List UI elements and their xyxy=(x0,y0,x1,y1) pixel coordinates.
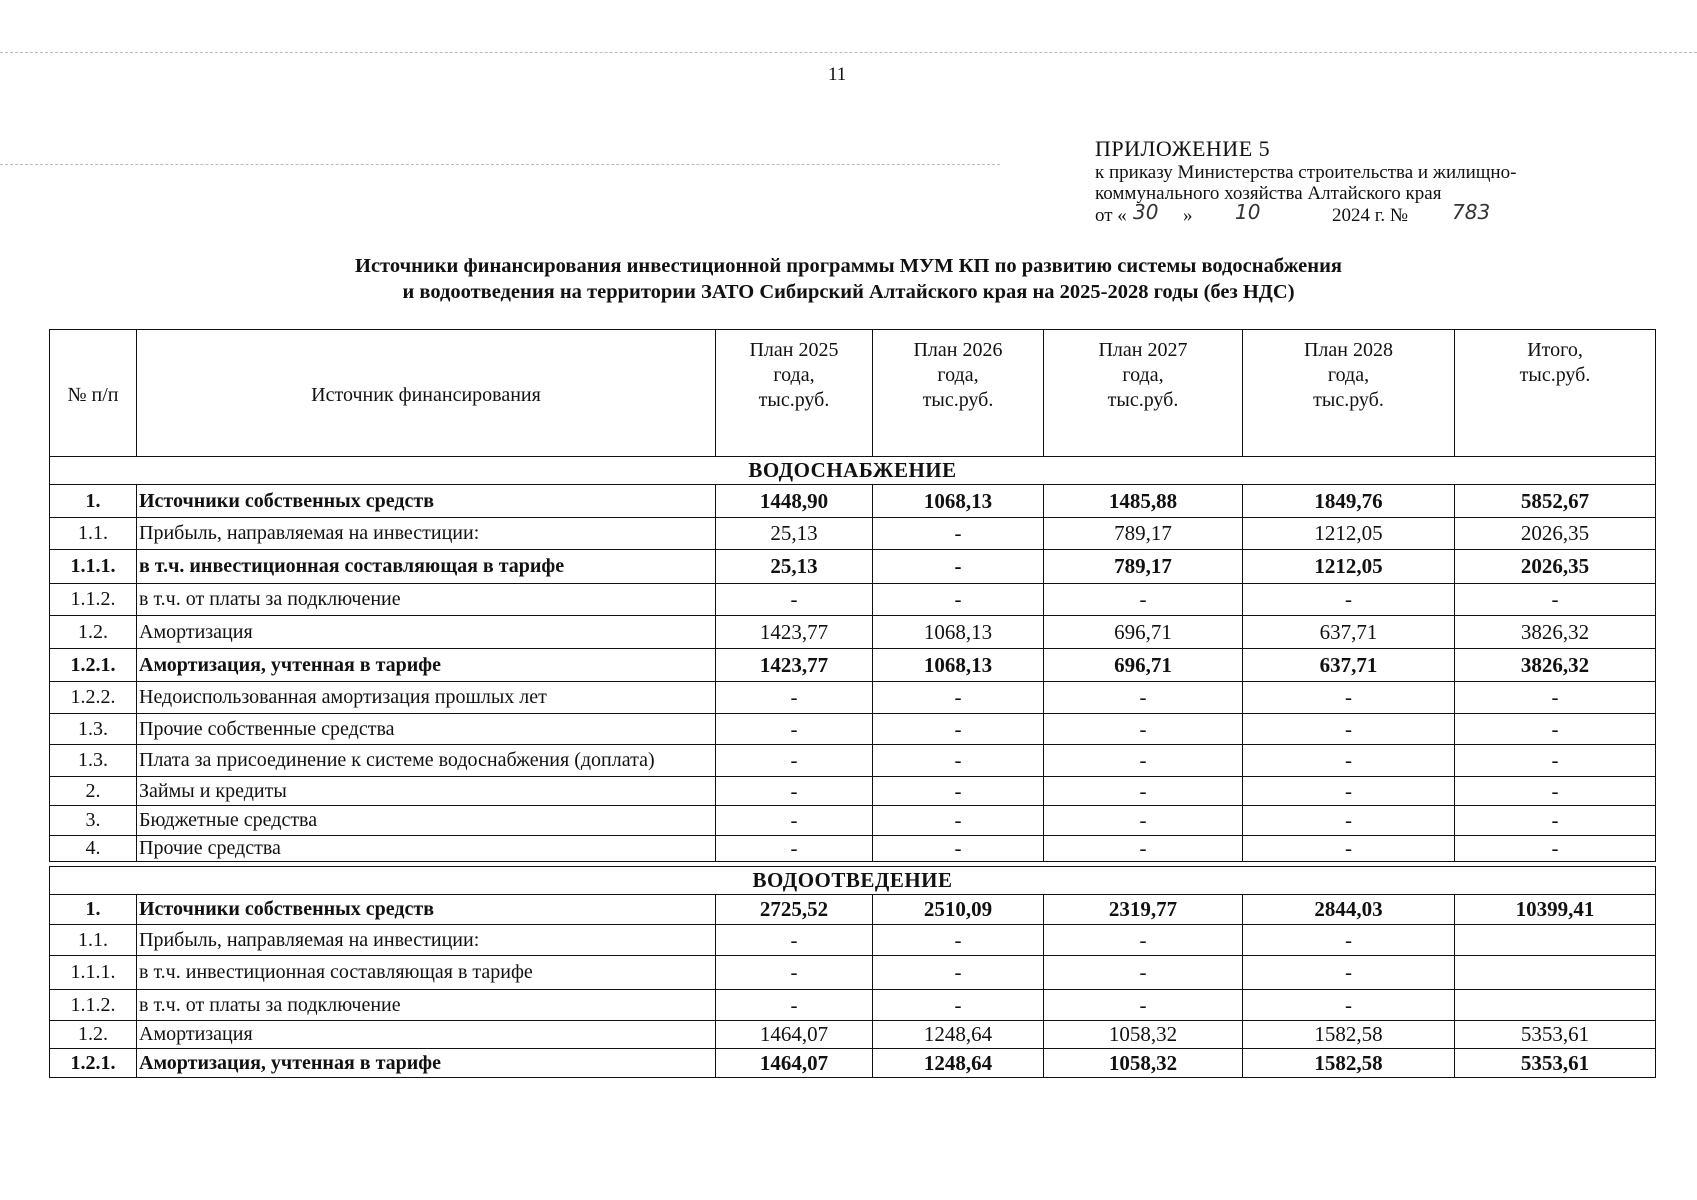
value-2028: 637,71 xyxy=(1243,616,1455,649)
value-2025: - xyxy=(716,777,873,806)
value-total xyxy=(1455,925,1656,956)
value-total: - xyxy=(1455,584,1656,616)
value-2028: - xyxy=(1243,584,1455,616)
row-number: 1.2.1. xyxy=(50,1049,137,1078)
row-source: Прочие средства xyxy=(137,836,716,862)
value-2028: - xyxy=(1243,714,1455,745)
value-2028: 637,71 xyxy=(1243,649,1455,682)
value-2027: - xyxy=(1044,682,1243,714)
value-2028: - xyxy=(1243,777,1455,806)
document-title-line-1: Источники финансирования инвестиционной программы МУМ КП по развитию системы водоснабжения xyxy=(355,255,1342,277)
value-2025: 1423,77 xyxy=(716,616,873,649)
value-2027: - xyxy=(1044,777,1243,806)
value-2028: - xyxy=(1243,925,1455,956)
value-2025: 1448,90 xyxy=(716,485,873,518)
row-number: 1.2.1. xyxy=(50,649,137,682)
value-2025: - xyxy=(716,836,873,862)
table-row xyxy=(50,485,1656,518)
value-2025: - xyxy=(716,745,873,777)
value-total xyxy=(1455,956,1656,990)
section-title: ВОДОСНАБЖЕНИЕ xyxy=(50,457,1656,485)
value-2026: - xyxy=(873,518,1044,550)
header-plan-2026: План 2026 года, тыс.руб. xyxy=(873,330,1044,457)
table-row xyxy=(50,925,1656,956)
value-2027: - xyxy=(1044,956,1243,990)
value-total: 3826,32 xyxy=(1455,649,1656,682)
value-total: - xyxy=(1455,777,1656,806)
value-2027: - xyxy=(1044,836,1243,862)
value-total: - xyxy=(1455,714,1656,745)
header-plan-2025: План 2025 года, тыс.руб. xyxy=(716,330,873,457)
appendix-block xyxy=(1095,136,1655,230)
value-2025: 2725,52 xyxy=(716,895,873,925)
value-2027: 1058,32 xyxy=(1044,1021,1243,1049)
row-source: в т.ч. инвестиционная составляющая в тарифе xyxy=(137,956,716,990)
value-total: 3826,32 xyxy=(1455,616,1656,649)
value-2025: - xyxy=(716,584,873,616)
value-2027: 1485,88 xyxy=(1044,485,1243,518)
value-2026: 1068,13 xyxy=(873,485,1044,518)
table-body xyxy=(50,457,1656,1078)
row-number: 1. xyxy=(50,895,137,925)
value-2027: 1058,32 xyxy=(1044,1049,1243,1078)
value-2027: 2319,77 xyxy=(1044,895,1243,925)
value-2028: - xyxy=(1243,836,1455,862)
row-source: Источники собственных средств xyxy=(137,485,716,518)
table-header-row xyxy=(50,330,1656,457)
row-source: в т.ч. от платы за подключение xyxy=(137,990,716,1021)
value-2025: - xyxy=(716,990,873,1021)
table-row xyxy=(50,1049,1656,1078)
row-number: 1.1.1. xyxy=(50,550,137,584)
table-row xyxy=(50,584,1656,616)
row-source: Займы и кредиты xyxy=(137,777,716,806)
table-row xyxy=(50,895,1656,925)
header-num: № п/п xyxy=(50,330,137,457)
appendix-date-line xyxy=(1095,200,1655,230)
row-source: Недоиспользованная амортизация прошлых лет xyxy=(137,682,716,714)
table-row xyxy=(50,956,1656,990)
value-2025: 25,13 xyxy=(716,518,873,550)
row-source: Прочие собственные средства xyxy=(137,714,716,745)
value-total: - xyxy=(1455,745,1656,777)
row-number: 1.1.2. xyxy=(50,990,137,1021)
section-title-row xyxy=(50,867,1656,895)
handwritten-day: 30 xyxy=(1133,200,1159,224)
section-title-row xyxy=(50,457,1656,485)
table-row xyxy=(50,745,1656,777)
date-year: 2024 г. № xyxy=(1332,205,1409,226)
handwritten-month: 10 xyxy=(1235,200,1261,224)
table-row xyxy=(50,649,1656,682)
value-2027: 789,17 xyxy=(1044,550,1243,584)
financing-table xyxy=(49,329,1656,1078)
value-2026: 2510,09 xyxy=(873,895,1044,925)
table-row xyxy=(50,836,1656,862)
value-2028: 1582,58 xyxy=(1243,1021,1455,1049)
table-row xyxy=(50,616,1656,649)
row-number: 1.3. xyxy=(50,714,137,745)
row-number: 1.1.2. xyxy=(50,584,137,616)
row-number: 1.2. xyxy=(50,616,137,649)
value-2028: - xyxy=(1243,682,1455,714)
page-number: 11 xyxy=(828,64,847,85)
value-2028: - xyxy=(1243,806,1455,836)
handwritten-order-number: 783 xyxy=(1452,200,1491,224)
value-2028: 1212,05 xyxy=(1243,518,1455,550)
value-total: - xyxy=(1455,682,1656,714)
header-plan-2027: План 2027 года, тыс.руб. xyxy=(1044,330,1243,457)
value-2026: - xyxy=(873,806,1044,836)
appendix-title: ПРИЛОЖЕНИЕ 5 xyxy=(1095,136,1271,161)
value-2026: - xyxy=(873,956,1044,990)
table-row xyxy=(50,714,1656,745)
table-row xyxy=(50,990,1656,1021)
value-2027: - xyxy=(1044,806,1243,836)
row-source: Плата за присоединение к системе водоснабжения (доплата) xyxy=(137,745,716,777)
value-2026: - xyxy=(873,745,1044,777)
row-source: в т.ч. инвестиционная составляющая в тарифе xyxy=(137,550,716,584)
value-2028: - xyxy=(1243,956,1455,990)
row-number: 4. xyxy=(50,836,137,862)
value-total: 5353,61 xyxy=(1455,1049,1656,1078)
row-source: Амортизация, учтенная в тарифе xyxy=(137,1049,716,1078)
section-title: ВОДООТВЕДЕНИЕ xyxy=(50,867,1656,895)
value-2026: - xyxy=(873,550,1044,584)
value-2027: - xyxy=(1044,990,1243,1021)
value-2026: 1068,13 xyxy=(873,649,1044,682)
value-2025: - xyxy=(716,714,873,745)
header-total: Итого, тыс.руб. xyxy=(1455,330,1656,457)
row-source: Прибыль, направляемая на инвестиции: xyxy=(137,925,716,956)
row-number: 2. xyxy=(50,777,137,806)
header-source: Источник финансирования xyxy=(137,330,716,457)
row-number: 1.2. xyxy=(50,1021,137,1049)
value-2027: 696,71 xyxy=(1044,649,1243,682)
table-row xyxy=(50,682,1656,714)
value-2028: 1582,58 xyxy=(1243,1049,1455,1078)
value-2026: - xyxy=(873,682,1044,714)
value-2027: 696,71 xyxy=(1044,616,1243,649)
value-total: - xyxy=(1455,806,1656,836)
row-number: 1.1.1. xyxy=(50,956,137,990)
value-2026: - xyxy=(873,925,1044,956)
row-source: Амортизация xyxy=(137,1021,716,1049)
value-2028: 1849,76 xyxy=(1243,485,1455,518)
scan-artifact-line xyxy=(0,52,1697,53)
value-2028: - xyxy=(1243,745,1455,777)
table-row xyxy=(50,1021,1656,1049)
row-number: 1.1. xyxy=(50,925,137,956)
value-2026: - xyxy=(873,777,1044,806)
appendix-order-line-1: к приказу Министерства строительства и жилищно- xyxy=(1095,162,1517,183)
value-total: - xyxy=(1455,836,1656,862)
value-2025: 1464,07 xyxy=(716,1049,873,1078)
value-2028: 1212,05 xyxy=(1243,550,1455,584)
table-row xyxy=(50,777,1656,806)
value-total xyxy=(1455,990,1656,1021)
value-total: 5852,67 xyxy=(1455,485,1656,518)
table-row xyxy=(50,550,1656,584)
value-2027: - xyxy=(1044,745,1243,777)
row-number: 1.1. xyxy=(50,518,137,550)
value-total: 2026,35 xyxy=(1455,550,1656,584)
row-number: 1.3. xyxy=(50,745,137,777)
row-source: Источники собственных средств xyxy=(137,895,716,925)
value-2027: - xyxy=(1044,925,1243,956)
row-source: Амортизация, учтенная в тарифе xyxy=(137,649,716,682)
value-total: 5353,61 xyxy=(1455,1021,1656,1049)
value-2027: - xyxy=(1044,714,1243,745)
table-row xyxy=(50,518,1656,550)
row-number: 1. xyxy=(50,485,137,518)
table-row xyxy=(50,806,1656,836)
value-2025: - xyxy=(716,956,873,990)
value-2026: - xyxy=(873,584,1044,616)
document-title-line-2: и водоотведения на территории ЗАТО Сибирский Алтайского края на 2025-2028 годы (без НДС) xyxy=(402,281,1295,303)
value-total: 10399,41 xyxy=(1455,895,1656,925)
value-2027: - xyxy=(1044,584,1243,616)
value-2025: 1423,77 xyxy=(716,649,873,682)
value-2026: - xyxy=(873,714,1044,745)
value-2027: 789,17 xyxy=(1044,518,1243,550)
value-total: 2026,35 xyxy=(1455,518,1656,550)
value-2028: 2844,03 xyxy=(1243,895,1455,925)
row-number: 1.2.2. xyxy=(50,682,137,714)
value-2025: - xyxy=(716,806,873,836)
row-number: 3. xyxy=(50,806,137,836)
value-2025: - xyxy=(716,925,873,956)
value-2026: - xyxy=(873,836,1044,862)
row-source: в т.ч. от платы за подключение xyxy=(137,584,716,616)
row-source: Амортизация xyxy=(137,616,716,649)
value-2025: 25,13 xyxy=(716,550,873,584)
date-prefix: от « xyxy=(1095,205,1127,226)
row-source: Прибыль, направляемая на инвестиции: xyxy=(137,518,716,550)
value-2026: 1248,64 xyxy=(873,1021,1044,1049)
date-quote-close: » xyxy=(1183,205,1193,226)
value-2028: - xyxy=(1243,990,1455,1021)
header-plan-2028: План 2028 года, тыс.руб. xyxy=(1243,330,1455,457)
value-2026: 1248,64 xyxy=(873,1049,1044,1078)
document-title xyxy=(0,253,1697,305)
value-2025: - xyxy=(716,682,873,714)
appendix-order-line-2: коммунального хозяйства Алтайского края xyxy=(1095,183,1442,204)
value-2025: 1464,07 xyxy=(716,1021,873,1049)
scan-artifact-line xyxy=(0,164,1000,165)
value-2026: - xyxy=(873,990,1044,1021)
value-2026: 1068,13 xyxy=(873,616,1044,649)
row-source: Бюджетные средства xyxy=(137,806,716,836)
